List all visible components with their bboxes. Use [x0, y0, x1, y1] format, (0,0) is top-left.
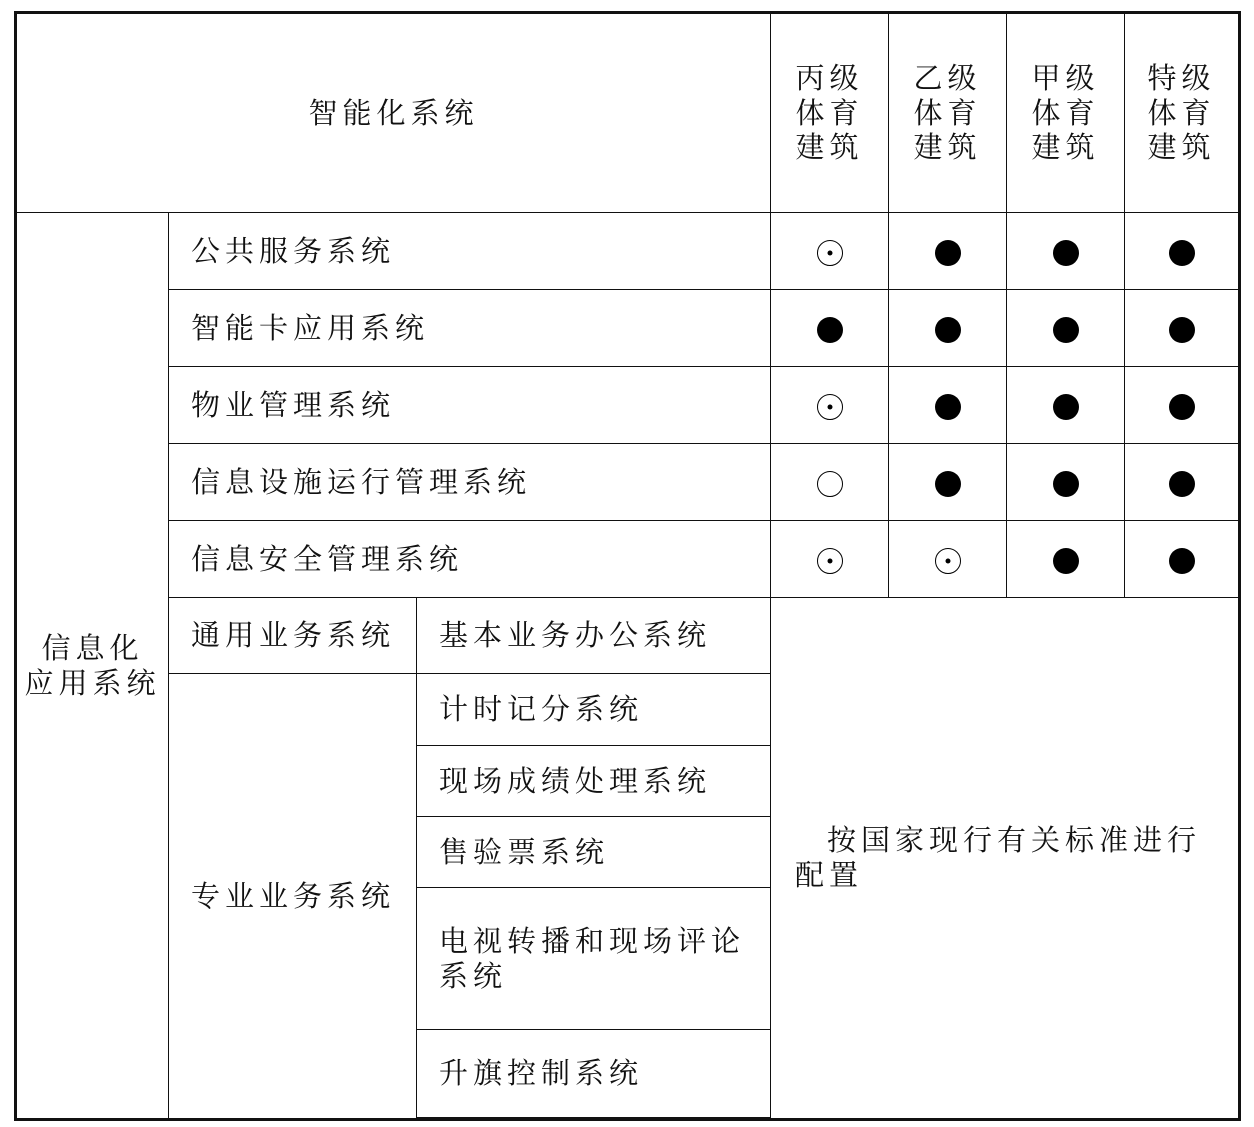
row-mark-cell: [1007, 213, 1125, 290]
header-level-a-line1: 甲级: [1031, 60, 1100, 95]
mark-full-icon: [1169, 548, 1195, 574]
professional-sub: 计时记分系统: [417, 674, 771, 746]
row-label: 公共服务系统: [169, 213, 771, 290]
table-row: [16, 367, 1240, 444]
row-label: 信息安全管理系统: [169, 521, 771, 598]
mark-dotted-icon: [817, 240, 843, 266]
table-row: [16, 521, 1240, 598]
row-mark-cell: [1125, 521, 1240, 598]
config-note: 按国家现行有关标准进行配置: [771, 598, 1240, 1120]
header-system-title: 智能化系统: [16, 13, 771, 213]
header-level-b-line2: 体育: [913, 95, 982, 130]
mark-full-icon: [1169, 471, 1195, 497]
mark-full-icon: [1169, 317, 1195, 343]
row-mark-cell: [1125, 444, 1240, 521]
header-level-b-line3: 建筑: [913, 130, 982, 165]
mark-full-icon: [1053, 548, 1079, 574]
header-level-a-line3: 建筑: [1031, 130, 1100, 165]
row-mark-cell: [1125, 213, 1240, 290]
row-mark-cell: [1007, 367, 1125, 444]
row-mark-cell: [889, 290, 1007, 367]
mark-empty-icon: [817, 471, 843, 497]
mark-full-icon: [935, 317, 961, 343]
mark-full-icon: [817, 317, 843, 343]
header-level-b: [889, 13, 1007, 213]
mark-full-icon: [935, 394, 961, 420]
row-mark-cell: [771, 290, 889, 367]
row-mark-cell: [1007, 290, 1125, 367]
spacer-cell: [417, 1118, 771, 1120]
general-business-label: 通用业务系统: [169, 598, 417, 674]
mark-dotted-icon: [817, 548, 843, 574]
row-mark-cell: [1007, 521, 1125, 598]
row-mark-cell: [889, 444, 1007, 521]
category-cell: [16, 213, 169, 1120]
row-mark-cell: [889, 367, 1007, 444]
mark-full-icon: [1169, 394, 1195, 420]
row-mark-cell: [771, 521, 889, 598]
table-row: [16, 290, 1240, 367]
professional-sub: 现场成绩处理系统: [417, 746, 771, 817]
header-level-a-line2: 体育: [1031, 95, 1100, 130]
category-line1: 信息化: [41, 630, 144, 665]
row-mark-cell: [771, 367, 889, 444]
header-level-a: [1007, 13, 1125, 213]
header-level-b-line1: 乙级: [913, 60, 982, 95]
mark-full-icon: [1053, 317, 1079, 343]
row-mark-cell: [771, 213, 889, 290]
mark-full-icon: [1053, 471, 1079, 497]
table-row: [16, 213, 1240, 290]
professional-business-label: 专业业务系统: [169, 674, 417, 1120]
mark-full-icon: [1169, 240, 1195, 266]
general-business-sub: 基本业务办公系统: [417, 598, 771, 674]
mark-full-icon: [1053, 394, 1079, 420]
mark-dotted-icon: [817, 394, 843, 420]
row-mark-cell: [889, 521, 1007, 598]
row-label: 智能卡应用系统: [169, 290, 771, 367]
professional-sub: 电视转播和现场评论系统: [417, 888, 771, 1030]
row-mark-cell: [1125, 290, 1240, 367]
header-level-c-line3: 建筑: [795, 130, 864, 165]
row-mark-cell: [1007, 444, 1125, 521]
header-level-c: [771, 13, 889, 213]
header-level-special-line3: 建筑: [1147, 130, 1216, 165]
mark-full-icon: [935, 471, 961, 497]
sports-building-intelligent-system-table: [14, 11, 1241, 1121]
mark-full-icon: [935, 240, 961, 266]
mark-full-icon: [1053, 240, 1079, 266]
header-level-c-line1: 丙级: [795, 60, 864, 95]
row-label: 信息设施运行管理系统: [169, 444, 771, 521]
header-level-special-line2: 体育: [1147, 95, 1216, 130]
header-level-special-line1: 特级: [1147, 60, 1216, 95]
professional-sub: 售验票系统: [417, 817, 771, 888]
header-level-c-line2: 体育: [795, 95, 864, 130]
professional-sub: 升旗控制系统: [417, 1030, 771, 1118]
table-row: [16, 598, 1240, 674]
row-mark-cell: [771, 444, 889, 521]
row-mark-cell: [1125, 367, 1240, 444]
row-label: 物业管理系统: [169, 367, 771, 444]
category-line2: 应用系统: [24, 665, 161, 700]
mark-dotted-icon: [935, 548, 961, 574]
table-row: [16, 444, 1240, 521]
row-mark-cell: [889, 213, 1007, 290]
header-level-special: [1125, 13, 1240, 213]
